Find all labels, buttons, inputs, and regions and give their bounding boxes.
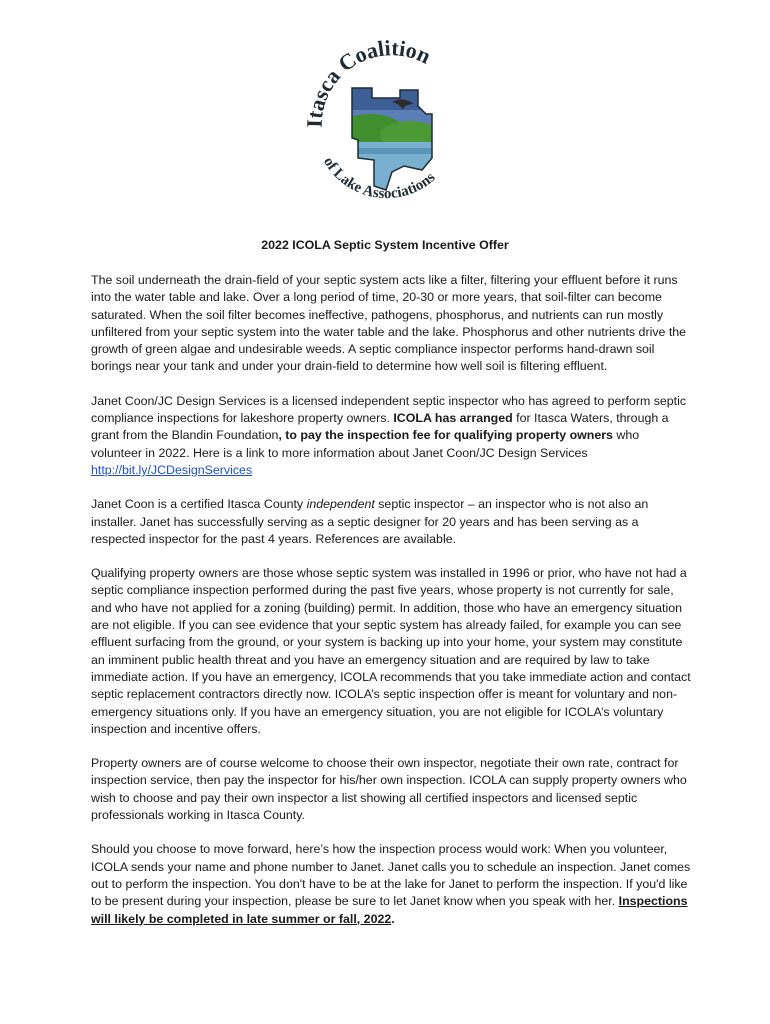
icola-logo xyxy=(300,40,480,230)
paragraph-inspector-credentials: Janet Coon is a certified Itasca County independent septic inspector – an inspector who is not also an installer. Janet has successfully serving as a septic designer for 20 years and has been serving as a respected inspector for the past 4 years. References are available. xyxy=(91,497,649,546)
jc-design-services-link[interactable]: http://bit.ly/JCDesignServices xyxy=(91,462,253,477)
completion-timeline: Inspections will likely be completed in late summer or fall, 2022 xyxy=(91,894,688,926)
document-body xyxy=(91,272,691,945)
paragraph-process: Should you choose to move forward, here’s how the inspection process would work: When you volunteer, ICOLA sends your name and phone number to Janet. Janet calls you to schedule an inspection. Janet comes out to perform the inspection. You don't have to be at the lake for Janet to perform the inspection. If you'd like to be present during your inspection, please be sure to let Janet know when you speak with her. Inspections will likely be completed in late summer or fall, 2022. xyxy=(91,842,691,926)
paragraph-inspector-intro: Janet Coon/JC Design Services is a licensed independent septic inspector who has agreed to perform septic compliance inspections for lakeshore property owners. ICOLA has arranged for Itasca Waters, through a grant from the Blandin Foundation, to pay the inspection fee for qualifying property owners who volunteer in 2022. Here is a link to more information about Janet Coon/JC Design Services http://bit.ly/JCDesignServices xyxy=(91,393,687,477)
paragraph-soil-filter: The soil underneath the drain-field of your septic system acts like a filter, filtering your effluent before it runs into the water table and lake. Over a long period of time, 20-30 or more years, that soil-filter can become saturated. When the soil filter becomes ineffective, pathogens, phosphorus, and nutrients can run mostly unfiltered from your septic system into the water table and the lake. Phosphorus and other nutrients drive the growth of green algae and undesirable weeds. A septic compliance inspector performs hand-drawn soil borings near your tank and under your drain-field to determine how well soil is filtering effluent. xyxy=(91,273,687,374)
logo-bottom-text: of Lake Associations xyxy=(319,154,439,203)
logo-top-text: Itasca Coalition xyxy=(301,40,435,128)
document-title: 2022 ICOLA Septic System Incentive Offer xyxy=(261,238,509,252)
logo-graphic xyxy=(300,40,480,230)
paragraph-own-inspector: Property owners are of course welcome to choose their own inspector, negotiate their own rate, contract for inspection service, then pay the inspector for his/her own inspection. ICOLA can supply property owners who wish to choose and pay their own inspector a list showing all certified inspectors and licensed septic professionals working in Itasca County. xyxy=(91,756,687,823)
paragraph-eligibility: Qualifying property owners are those whose septic system was installed in 1996 or prior, who have not had a septic compliance inspection performed during the past five years, whose property is not currently for sale, and who have not applied for a zoning (building) permit. In addition, those who have an emergency situation are not eligible. If you can see evidence that your septic system has already failed, for example you can see effluent surfacing from the ground, or your system is backing up into your home, your system may constitute an imminent public health threat and you have an emergency situation and are required by law to take immediate action. If you have an emergency, ICOLA recommends that you take immediate action and contact septic replacement contractors directly now. ICOLA’s septic inspection offer is meant for voluntary and non-emergency situations only. If you have an emergency situation, you are not eligible for ICOLA’s voluntary inspection and incentive offers. xyxy=(91,566,691,736)
